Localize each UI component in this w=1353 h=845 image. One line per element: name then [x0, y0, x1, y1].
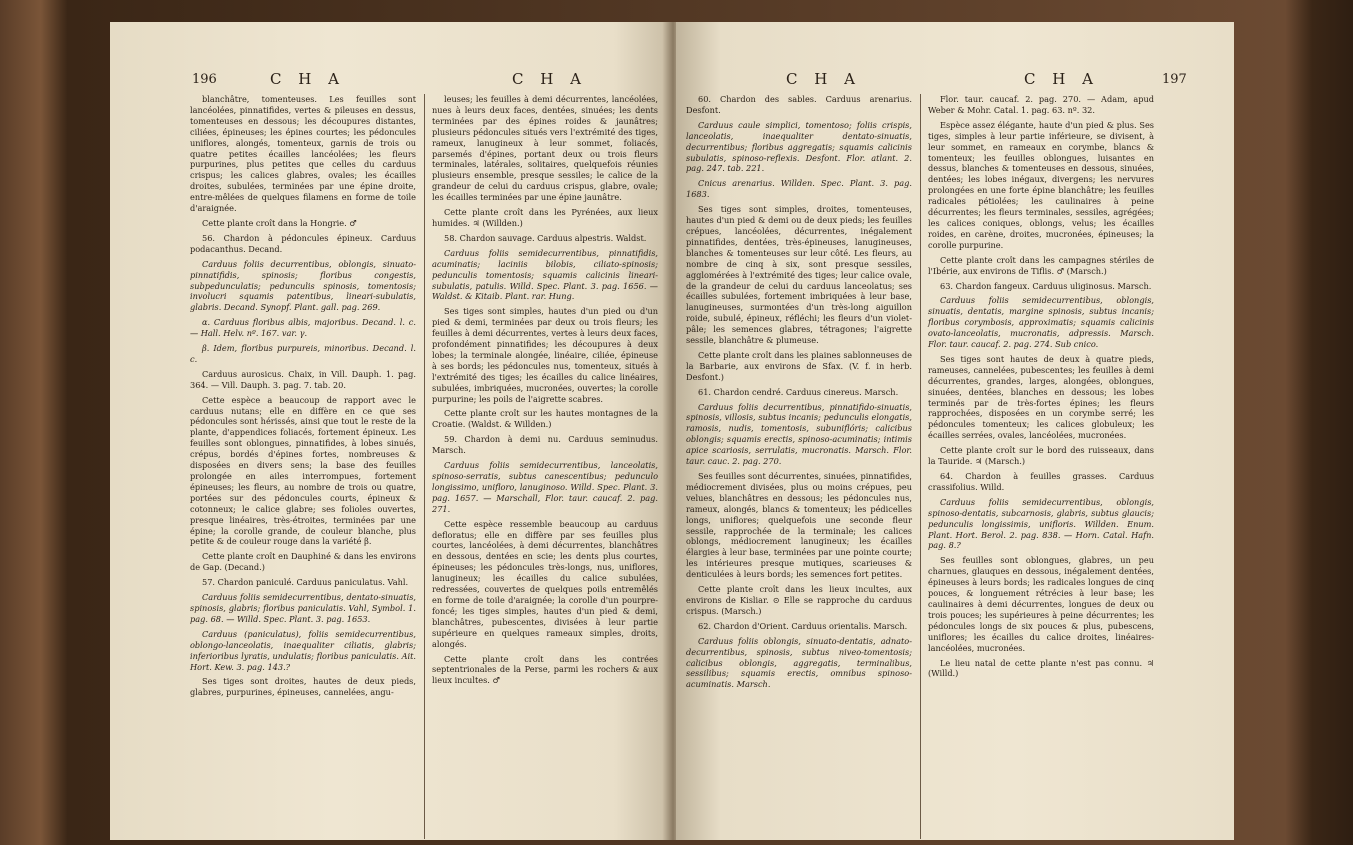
species-entry-heading: 59. Chardon à demi nu. Carduus seminudus. Marsch.: [432, 434, 658, 456]
text-paragraph: Ses feuilles sont oblongues, glabres, un peu charnues, glauques en dessous, inégalement dentées, épineuses à leurs bords; les radicales longues de cinq pouces, & longuement rétrécies à leur base; les caulinaires à demi décurrentes, longues de deux ou trois pouces; les supérieures à peine décurrentes; les pédoncules longs de six pouces & plus, pubescens, uniflores; les écailles du calice droites, linéaires-lancéolées, mucronées.: [928, 555, 1154, 653]
running-header-right-col2: C H A: [1024, 70, 1099, 88]
right-column-1: [686, 94, 912, 694]
species-entry-heading: 62. Chardon d'Orient. Carduus orientalis. Marsch.: [698, 620, 908, 631]
latin-diagnosis: α. Carduus floribus albis, majoribus. Decand. l. c. — Hall. Helv. nº. 167. var. γ.: [190, 317, 416, 339]
species-entry-heading: 61. Chardon cendré. Carduus cinereus. Marsch.: [698, 386, 899, 397]
text-paragraph: Cette plante croît en Dauphiné & dans les environs de Gap. (Decand.): [190, 551, 416, 573]
text-paragraph: Ses tiges sont simples, droites, tomenteuses, hautes d'un pied & demi ou de deux pieds; les feuilles crépues, lancéolées, décurrentes, inégalement pinnatifides, dentées, très-épineuses, lanugineuses, blanches & tomenteuses sur leur côté. Les fleurs, au nombre de cinq à six, sont presque sessiles, agglomérées à l'extrémité des tiges; leur calice ovale, de la grandeur de celui du carduus lanceolatus; ses écailles subulées, fortement imbriquées à leur base, lanugineuses, surmontées d'un très-long aiguillon roide, subulé, épineux, réfléchi; les fleurs d'un violet-pâle; les semences glabres, tétragones; l'aigrette sessile, blanchâtre & plumeuse.: [686, 204, 912, 346]
latin-diagnosis: Carduus foliis semidecurrentibus, dentato-sinuatis, spinosis, glabris; floribus paniculatis. Vahl, Symbol. 1. pag. 68. — Willd. Spec. Plant. 3. pag. 1653.: [190, 592, 416, 624]
latin-diagnosis: Carduus (paniculatus), foliis semidecurrentibus, oblongo-lanceolatis, inaequaliter ciliatis, glabris; inferioribus lyratis, undulatis; floribus paniculatis. Ait. Hort. Kew. 3. pag. 143.?: [190, 628, 416, 672]
column-divider-left: [424, 94, 425, 839]
species-entry-heading: 64. Chardon à feuilles grasses. Carduus crassifolius. Willd.: [928, 471, 1154, 492]
text-paragraph: Cette plante croît sur les hautes montagnes de la Croatie. (Waldst. & Willden.): [432, 408, 658, 430]
text-paragraph: Ses tiges sont simples, hautes d'un pied ou d'un pied & demi, terminées par deux ou trois fleurs; les feuilles à demi décurrentes, vertes à leurs deux faces, profondément pinnatifides; les découpures à deux lobes; la terminale alongée, linéaire, ciliée, épineuse à ses bords; les pédoncules nus, tomenteux, situés à l'extrémité des tiges; les écailles du calice linéaires, subulées, imbriquées, mucronées, ouvertes; la corolle purpurine; les poils de l'aigrette scabres.: [432, 306, 658, 404]
latin-diagnosis: Carduus caule simplici, tomentoso; foliis crispis, lanceolatis, inaequaliter dentato-sinuatis, decurrentibus; floribus aggregatis; squamis calicinis subulatis, spinoso-reflexis. Desfont. Flor. atlant. 2. pag. 247. tab. 221.: [686, 119, 912, 174]
species-entry-heading: 58. Chardon sauvage. Carduus alpestris. Waldst.: [444, 232, 647, 243]
text-paragraph: Cette espèce a beaucoup de rapport avec le carduus nutans; elle en diffère en ce que ses pédoncules sont hérissés, ainsi que tout le reste de la plante, d'appendices foliacés, fortement épineux. Les feuilles sont oblongues, pinnatifides, à lobes sinués, crépus, bordés d'épines fortes, nombreuses & disposées en divers sens; la base des feuilles prolongée en ailes interrompues, fortement épineuses; les fleurs, au nombre de trois ou quatre, portées sur des pédoncules courts, épineux & cotonneux; le calice glabre; ses folioles ouvertes, presque linéaires, très-étroites, terminées par une épine; la corolle grande, de couleur blanche, plus petite & de couleur rouge dans la variété β.: [190, 394, 416, 547]
species-entry-heading: 60. Chardon des sables. Carduus arenarius. Desfont.: [686, 94, 912, 115]
right-column-2: [928, 94, 1154, 683]
text-paragraph: Cette plante croît dans la Hongrie. ♂: [202, 217, 357, 228]
page-number-right: 197: [1162, 72, 1187, 87]
text-paragraph: Cette espèce ressemble beaucoup au carduus defloratus; elle en diffère par ses feuilles plus courtes, lancéolées, à demi décurrentes, blanchâtres en dessous, dentées en scie; les dents plus courtes, épineuses; les pédoncules très-longs, nus, uniflores, lanugineux; les écailles du calice subulées, redressées, couvertes de quelques poils entremêlés en forme de toile d'araignée; la corolle d'un pourpre-foncé; les tiges simples, hautes d'un pied & demi, blanchâtres, pubescentes, divisées à leur partie supérieure en quelques rameaux simples, droits, alongés.: [432, 518, 658, 649]
text-paragraph: Cette plante croît dans les campagnes stériles de l'Ibérie, aux environs de Tiflis. ♂ (Marsch.): [928, 254, 1154, 276]
latin-diagnosis: Carduus foliis semidecurrentibus, pinnatifidis, acuminatis; laciniis bilobis, ciliato-spinosis; pedunculis tomentosis; squamis calicinis lineari-subulatis, patulis. Willd. Spec. Plant. 3. pag. 1656. — Waldst. & Kitaib. Plant. rar. Hung.: [432, 247, 658, 302]
text-paragraph: Cette plante croît dans les lieux incultes, aux environs de Kisliar. ⊙ Elle se rapproche du carduus crispus. (Marsch.): [686, 584, 912, 616]
left-column-2: [432, 94, 658, 690]
running-header-left-col1: C H A: [270, 70, 345, 88]
left-page: [110, 22, 670, 840]
latin-diagnosis: Carduus foliis semidecurrentibus, oblongis, sinuatis, dentatis, margine spinosis, subtus incanis; floribus corymbosis, approximatis; squamis calicinis ovato-lanceolatis, mucronatis, adpressis. Marsch. Flor. taur. caucaf. 2. pag. 274. Sub cnico.: [928, 295, 1154, 350]
text-paragraph: Cette plante croît dans les Pyrénées, aux lieux humides. ♃ (Willden.): [432, 207, 658, 228]
latin-diagnosis: Carduus foliis oblongis, sinuato-dentatis, adnato-decurrentibus, spinosis, subtus niveo-tomentosis; calicibus oblongis, aggregatis, terminalibus, sessilibus; squamis erectis, omnibus spinoso-acuminatis. Marsch.: [686, 635, 912, 690]
latin-diagnosis: β. Idem, floribus purpureis, minoribus. Decand. l. c.: [190, 343, 416, 364]
latin-diagnosis: Carduus foliis semidecurrentibus, lanceolatis, spinoso-serratis, subtus canescentibus; pedunculo longissimo, unifloro, lanuginoso. Willd. Spec. Plant. 3. pag. 1657. — Marschall, Flor. taur. caucaf. 2. pag. 271.: [432, 460, 658, 514]
latin-diagnosis: Carduus foliis decurrentibus, pinnatifido-sinuatis, spinosis, villosis, subtus incanis; pedunculis elongatis, ramosis, nudis, tomentosis, subuniflóris; calicibus oblongis; squamis erectis, spinoso-acuminatis; intimis apice scariosis, serrulatis, mucronatis. Marsch. Flor. taur. cauc. 2. pag. 270.: [686, 401, 912, 467]
right-page: [676, 22, 1234, 840]
text-paragraph: Le lieu natal de cette plante n'est pas connu. ♃ (Willd.): [928, 657, 1154, 679]
page-number-left: 196: [192, 72, 217, 87]
column-divider-right: [920, 94, 921, 839]
latin-diagnosis: Carduus foliis decurrentibus, oblongis, sinuato-pinnatifidis, spinosis; floribus congestis, subpedunculatis; pedunculis spinosis, tomentosis; involucri squamis patentibus, lineari-subulatis, glabris. Decand. Synopf. Plant. gall. pag. 269.: [190, 258, 416, 313]
text-paragraph: Cette plante croît sur le bord des ruisseaux, dans la Tauride. ♃ (Marsch.): [928, 445, 1154, 467]
latin-diagnosis: Carduus foliis semidecurrentibus, oblongis, spinoso-dentatis, subcarnosis, glabris, subtus glaucis; pedunculis longissimis, unifloris. Willden. Enum. Plant. Hort. Berol. 2. pag. 838. — Horn. Catal. Hafn. pag. 8.?: [928, 496, 1154, 551]
species-entry-heading: 63. Chardon fangeux. Carduus uliginosus. Marsch.: [940, 280, 1152, 291]
text-paragraph: Ses tiges sont droites, hautes de deux pieds, glabres, purpurines, épineuses, cannelées, angu-: [190, 676, 416, 698]
text-paragraph: Cette plante croît dans les contrées septentrionales de la Perse, parmi les rochers & aux lieux incultes. ♂: [432, 653, 658, 686]
left-column-1: [190, 94, 416, 702]
text-paragraph: Carduus aurosicus. Chaix, in Vill. Dauph. 1. pag. 364. — Vill. Dauph. 3. pag. 7. tab. 20.: [190, 368, 416, 390]
running-header-right-col1: C H A: [786, 70, 861, 88]
latin-diagnosis: Cnicus arenarius. Willden. Spec. Plant. 3. pag. 1683.: [686, 178, 912, 200]
text-paragraph: Espèce assez élégante, haute d'un pied & plus. Ses tiges, simples à leur partie inférieure, se divisent, à leur sommet, en rameaux en corymbe, blancs & tomenteux; les feuilles oblongues, luisantes en dessus, blanches & tomenteuses en dessous, sinuées, dentées; les lobes inégaux, divergens; les nervures prolongées en une forte épine blanchâtre; les feuilles radicales pétiolées; les caulinaires à peine décurrentes; les fleurs terminales, sessiles, agrégées; les calices coniques, oblongs, velus; les écailles roides, en carène, droites, mucronées, épineuses; la corolle purpurine.: [928, 119, 1154, 250]
text-paragraph: leuses; les feuilles à demi décurrentes, lancéolées, nues à leurs deux faces, dentées, sinuées; les dents terminées par des épines roides & jaunâtres; plusieurs pédoncules situés vers l'extrémité des tiges, rameux, lanugineux à leur sommet, foliacés, parsemés d'épines, portant deux ou trois fleurs terminales, latérales, solitaires, quelquefois réunies plusieurs ensemble, presque sessiles; le calice de la grandeur de celui du carduus crispus, glabre, ovale; les écailles terminées par une épine jaunâtre.: [432, 94, 658, 203]
text-paragraph: Ses feuilles sont décurrentes, sinuées, pinnatifides, médiocrement divisées, plus ou moins crépues, peu velues, blanchâtres en dessous; les pédoncules nus, rameux, alongés, blancs & tomenteux; les pédicelles longs, uniflores; quelquefois une seconde fleur sessile, rapprochée de la terminale; les calices oblongs, médiocrement lanugineux; les écailles élargies à leur base, terminées par une pointe courte; les intérieures presque mutiques, scarieuses & denticulées à leurs bords; les semences fort petites.: [686, 471, 912, 580]
running-header-left-col2: C H A: [512, 70, 587, 88]
text-paragraph: Cette plante croît dans les plaines sablonneuses de la Barbarie, aux environs de Sfax. (V. f. in herb. Desfont.): [686, 349, 912, 382]
text-paragraph: Ses tiges sont hautes de deux à quatre pieds, rameuses, cannelées, pubescentes; les feuilles à demi décurrentes, grandes, larges, alongées, oblongues, sinuées, dentées, blanches en dessous; les lobes terminés par de très-fortes épines; les fleurs rapprochées, disposées en un corymbe serré; les pédoncules tomenteux; les calices globuleux; les écailles serrées, ovales, lancéolées, mucronées.: [928, 353, 1154, 441]
text-paragraph: Flor. taur. caucaf. 2. pag. 270. — Adam, apud Weber & Mohr. Catal. 1. pag. 63. nº. 32.: [928, 94, 1154, 115]
species-entry-heading: 56. Chardon à pédoncules épineux. Carduus podacanthus. Decand.: [190, 232, 416, 254]
species-entry-heading: 57. Chardon paniculé. Carduus paniculatus. Vahl.: [202, 577, 409, 588]
text-paragraph: blanchâtre, tomenteuses. Les feuilles sont lancéolées, pinnatifides, vertes & pileuses en dessus, tomenteuses en dessous; les découpures distantes, ciliées, épineuses; les épines courtes; les pédoncules uniflores, alongés, tomenteux, garnis de trois ou quatre petites écailles lancéolées; les fleurs purpurines, plus petites que celles du carduus crispus; les calices glabres, ovales; les écailles droites, subulées, terminées par une épine droite, entre-mêlées de quelques filamens en forme de toile d'araignée.: [190, 94, 416, 214]
